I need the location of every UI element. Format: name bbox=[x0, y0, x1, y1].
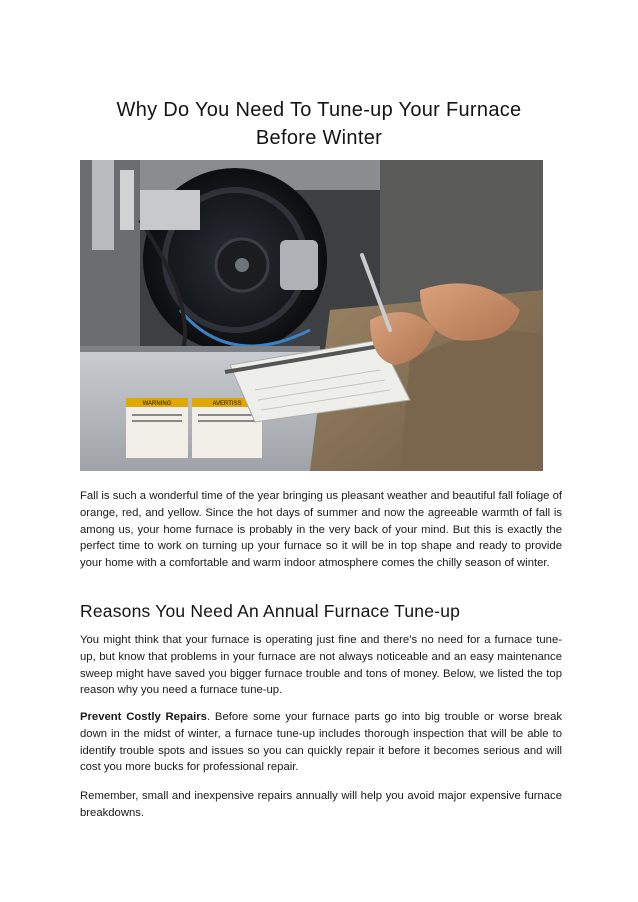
section-paragraph: You might think that your furnace is operating just fine and there’s no need for a furnace tune-up, but know that problems in your furnace are not always noticeable and an easy maintenance sweep might have saved you bigger furnace trouble and tons of money. Below, we listed the top reason why you need a furnace tune-up. bbox=[80, 634, 562, 697]
title-line-1: Why Do You Need To Tune-up Your Furnace bbox=[116, 99, 522, 121]
article-title bbox=[78, 96, 560, 152]
reason-text: . Before some your furnace parts go into big trouble or worse break down in the midst of winter, a furnace tune-up includes thorough inspection that will be able to identify trouble spots and issues so you can quickly repair it before it becomes serious and will cost you more bucks for professional repair. bbox=[80, 711, 563, 774]
motor-hub bbox=[235, 258, 249, 272]
furnace-technician-photo bbox=[80, 160, 543, 471]
reason-paragraph bbox=[80, 709, 562, 776]
panel-edge bbox=[80, 346, 320, 352]
pressure-switch bbox=[280, 240, 318, 290]
section-heading: Reasons You Need An Annual Furnace Tune-up bbox=[80, 601, 461, 621]
closing-paragraph: Remember, small and inexpensive repairs annually will help you avoid major expensive furnace breakdowns. bbox=[80, 790, 562, 819]
title-line-2: Before Winter bbox=[255, 127, 383, 149]
photo-illustration bbox=[80, 160, 543, 471]
warning-label-2-text: AVERTISS bbox=[212, 401, 242, 407]
pipe-fitting bbox=[120, 170, 134, 230]
intro-paragraph: Fall is such a wonderful time of the year bringing us pleasant weather and beautiful fall foliage of orange, red, and yellow. Since the hot days of summer and now the agreeable warmth of fall is among us, your home furnace is probably in the very back of your mind. But this is exactly the perfect time to work on turning up your furnace so it will be in top shape and ready to provide your home with a comfortable and warm indoor atmosphere comes the chilly season of winter. bbox=[80, 490, 562, 570]
gas-pipe bbox=[92, 160, 114, 250]
reason-label: Prevent Costly Repairs bbox=[80, 711, 207, 723]
control-board bbox=[140, 190, 200, 230]
warning-label-1-text: WARNING bbox=[142, 401, 172, 407]
